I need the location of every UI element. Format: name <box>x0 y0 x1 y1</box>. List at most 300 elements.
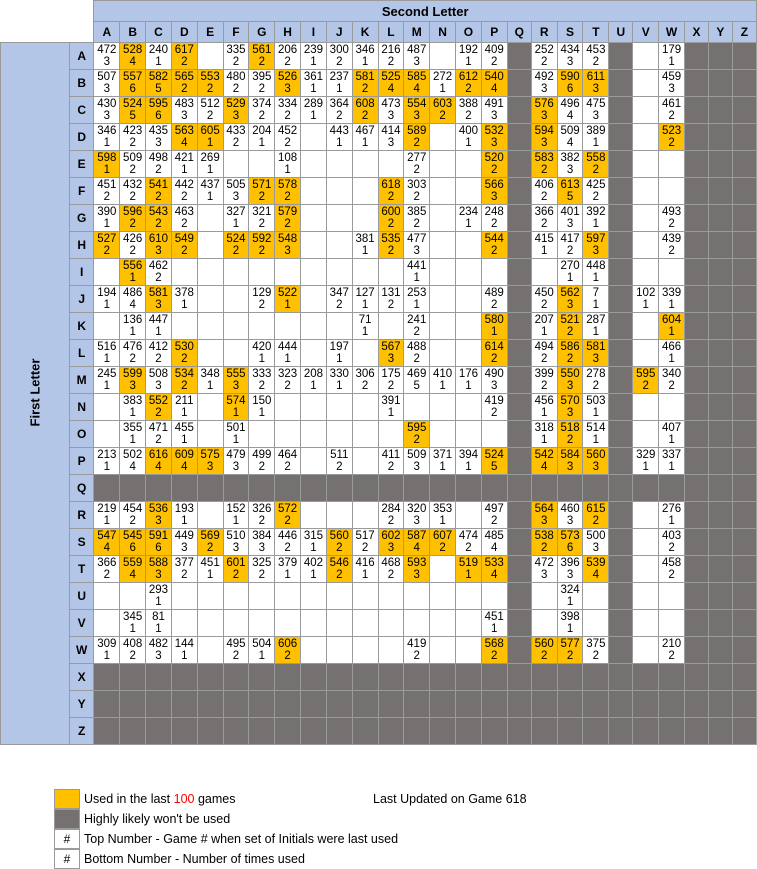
last-game-number: 477 <box>407 232 427 245</box>
cell-bl <box>378 69 404 96</box>
cell-oq <box>507 420 531 447</box>
row-header-s: S <box>69 528 94 555</box>
cell-ks <box>557 312 583 339</box>
cell-pt <box>583 447 609 474</box>
last-game-number: 581 <box>148 286 169 299</box>
last-game-number: 412 <box>148 340 169 353</box>
times-used-count: 2 <box>361 82 369 95</box>
grid-row-e <box>1 150 757 177</box>
times-used-count: 3 <box>541 514 548 527</box>
last-game-number: 594 <box>534 124 554 137</box>
last-game-number: 239 <box>303 43 324 56</box>
cell-xe <box>197 663 223 690</box>
cell-zg <box>249 717 275 744</box>
cell-hh <box>275 231 301 258</box>
cell-xy <box>708 663 732 690</box>
last-game-number: 615 <box>586 502 606 515</box>
cell-qk <box>352 474 378 501</box>
times-used-count: 3 <box>284 244 291 257</box>
last-game-number: 448 <box>586 259 606 272</box>
times-used-count: 3 <box>387 541 395 554</box>
cell-td <box>171 555 197 582</box>
times-used-count: 1 <box>642 298 649 311</box>
cell-jx <box>685 285 709 312</box>
cell-ov <box>633 420 659 447</box>
times-used-count: 1 <box>439 379 446 392</box>
cell-sg <box>249 528 275 555</box>
cell-ri <box>301 501 327 528</box>
cell-hk <box>352 231 378 258</box>
cell-uq <box>507 582 531 609</box>
cell-jz <box>732 285 756 312</box>
times-used-count: 1 <box>439 514 446 527</box>
cell-fj <box>326 177 352 204</box>
cell-af <box>223 42 249 69</box>
last-game-number: 553 <box>200 70 220 83</box>
last-updated-label: Last Updated on Game 618 <box>373 792 527 806</box>
cell-ez <box>732 150 756 177</box>
column-header-k: K <box>352 22 378 43</box>
last-game-number: 346 <box>355 43 375 56</box>
last-game-number: 503 <box>586 394 606 407</box>
last-game-number: 321 <box>252 205 272 218</box>
cell-rt <box>583 501 609 528</box>
cell-lk <box>352 339 378 366</box>
cell-lm <box>404 339 430 366</box>
cell-pp <box>481 447 507 474</box>
times-used-count: 4 <box>491 541 498 554</box>
times-used-count: 2 <box>155 190 162 203</box>
last-game-number: 323 <box>278 367 298 380</box>
cell-yt <box>583 690 609 717</box>
last-game-number: 383 <box>123 394 143 407</box>
times-used-count: 1 <box>668 352 675 365</box>
cell-eu <box>609 150 633 177</box>
cell-fq <box>507 177 531 204</box>
times-used-count: 1 <box>129 433 136 446</box>
cell-ae <box>197 42 223 69</box>
grid-row-c <box>1 96 757 123</box>
last-game-number: 377 <box>174 556 194 569</box>
times-used-count: 4 <box>129 568 136 581</box>
times-used-count: 3 <box>668 82 675 95</box>
cell-qe <box>197 474 223 501</box>
column-header-d: D <box>171 22 197 43</box>
times-used-count: 3 <box>566 514 574 527</box>
times-used-count: 1 <box>206 136 214 149</box>
column-header-a: A <box>94 22 120 43</box>
cell-gt <box>583 204 609 231</box>
cell-kg <box>249 312 275 339</box>
times-used-count: 3 <box>232 379 240 392</box>
times-used-count: 1 <box>439 460 446 473</box>
last-game-number: 574 <box>226 394 246 407</box>
times-used-count: 1 <box>465 379 472 392</box>
times-used-count: 2 <box>258 109 265 122</box>
cell-zb <box>120 717 146 744</box>
times-used-count: 2 <box>668 244 675 257</box>
first-letter-title-text: First Letter <box>27 358 43 427</box>
cell-qw <box>659 474 685 501</box>
last-game-number: 439 <box>661 232 682 245</box>
cell-qi <box>301 474 327 501</box>
cell-je <box>197 285 223 312</box>
cell-im <box>404 258 430 285</box>
cell-ha <box>94 231 120 258</box>
last-game-number: 378 <box>174 286 194 299</box>
cell-jk <box>352 285 378 312</box>
times-used-count: 3 <box>206 460 214 473</box>
last-game-number: 469 <box>407 367 427 380</box>
cell-se <box>197 528 223 555</box>
times-used-count: 4 <box>566 109 574 122</box>
last-game-number: 557 <box>123 70 143 83</box>
times-used-count: 2 <box>103 244 111 257</box>
cell-rw <box>659 501 685 528</box>
cell-bs <box>557 69 583 96</box>
cell-xc <box>146 663 172 690</box>
last-game-number: 366 <box>534 205 554 218</box>
last-game-number: 607 <box>432 529 453 542</box>
cell-fr <box>531 177 557 204</box>
cell-ep <box>481 150 507 177</box>
last-game-number: 419 <box>407 637 427 650</box>
last-game-number: 108 <box>278 151 298 164</box>
cell-vn <box>430 609 456 636</box>
last-game-number: 560 <box>586 448 606 461</box>
cell-pn <box>430 447 456 474</box>
last-game-number: 204 <box>252 124 272 137</box>
last-game-number: 606 <box>278 637 298 650</box>
last-game-number: 197 <box>329 340 349 353</box>
last-game-number: 558 <box>586 151 606 164</box>
cell-ay <box>708 42 732 69</box>
cell-qb <box>120 474 146 501</box>
cell-cf <box>223 96 249 123</box>
cell-qr <box>531 474 557 501</box>
cell-ew <box>659 150 685 177</box>
cell-wb <box>120 636 146 663</box>
cell-kn <box>430 312 456 339</box>
cell-lu <box>609 339 633 366</box>
legend-unused <box>54 809 230 829</box>
times-used-count: 1 <box>668 325 675 338</box>
times-used-count: 1 <box>642 460 649 473</box>
times-used-count: 2 <box>284 379 291 392</box>
column-header-h: H <box>275 22 301 43</box>
times-used-count: 1 <box>310 109 317 122</box>
times-used-count: 5 <box>491 460 498 473</box>
cell-va <box>94 609 120 636</box>
last-game-number: 534 <box>174 367 194 380</box>
cell-fm <box>404 177 430 204</box>
cell-up <box>481 582 507 609</box>
cell-pc <box>146 447 172 474</box>
cell-ru <box>609 501 633 528</box>
last-game-number: 452 <box>278 124 298 137</box>
last-game-number: 337 <box>661 448 682 461</box>
times-used-count: 1 <box>103 217 111 230</box>
times-used-count: 1 <box>310 541 317 554</box>
cell-vg <box>249 609 275 636</box>
last-game-number: 499 <box>252 448 272 461</box>
cell-nl <box>378 393 404 420</box>
cell-bj <box>326 69 352 96</box>
last-game-number: 334 <box>278 97 298 110</box>
last-game-number: 587 <box>407 529 427 542</box>
last-game-number: 540 <box>484 70 504 83</box>
cell-vt <box>583 609 609 636</box>
row-header-m: M <box>69 366 94 393</box>
cell-ct <box>583 96 609 123</box>
last-game-number: 527 <box>97 232 117 245</box>
cell-qp <box>481 474 507 501</box>
last-game-number: 596 <box>123 205 143 218</box>
row-header-e: E <box>69 150 94 177</box>
cell-vd <box>171 609 197 636</box>
cell-sq <box>507 528 531 555</box>
times-used-count: 5 <box>566 190 574 203</box>
times-used-count: 2 <box>129 649 136 662</box>
cell-bd <box>171 69 197 96</box>
last-game-number: 394 <box>458 448 478 461</box>
last-game-number: 493 <box>661 205 682 218</box>
last-game-number: 549 <box>174 232 194 245</box>
last-game-number: 562 <box>560 286 580 299</box>
times-used-count: 6 <box>566 541 574 554</box>
last-game-number: 210 <box>661 637 682 650</box>
last-game-number: 276 <box>661 502 682 515</box>
times-used-count: 3 <box>387 109 395 122</box>
cell-zi <box>301 717 327 744</box>
cell-pv <box>633 447 659 474</box>
times-used-count: 2 <box>336 541 343 554</box>
last-game-number: 309 <box>97 637 117 650</box>
cell-rg <box>249 501 275 528</box>
cell-qd <box>171 474 197 501</box>
times-used-count: 2 <box>155 163 162 176</box>
cell-wd <box>171 636 197 663</box>
cell-cz <box>732 96 756 123</box>
cell-uz <box>732 582 756 609</box>
last-game-number: 379 <box>278 556 298 569</box>
cell-jm <box>404 285 430 312</box>
cell-iu <box>609 258 633 285</box>
last-game-number: 179 <box>661 43 682 56</box>
cell-zm <box>404 717 430 744</box>
cell-vv <box>633 609 659 636</box>
cell-vo <box>456 609 482 636</box>
last-game-number: 320 <box>407 502 427 515</box>
cell-xd <box>171 663 197 690</box>
last-game-number: 391 <box>381 394 401 407</box>
last-game-number: 144 <box>174 637 194 650</box>
cell-cw <box>659 96 685 123</box>
cell-aw <box>659 42 685 69</box>
cell-ug <box>249 582 275 609</box>
times-used-count: 2 <box>206 541 214 554</box>
times-used-count: 2 <box>103 568 111 581</box>
times-used-count: 1 <box>592 271 600 284</box>
cell-hz <box>732 231 756 258</box>
times-used-count: 2 <box>491 163 498 176</box>
grid-row-m <box>1 366 757 393</box>
cell-em <box>404 150 430 177</box>
cell-mx <box>685 366 709 393</box>
cell-zw <box>659 717 685 744</box>
last-game-number: 579 <box>278 205 298 218</box>
cell-in <box>430 258 456 285</box>
cell-xr <box>531 663 557 690</box>
last-game-number: 463 <box>174 205 194 218</box>
cell-za <box>94 717 120 744</box>
cell-bi <box>301 69 327 96</box>
cell-kw <box>659 312 685 339</box>
cell-re <box>197 501 223 528</box>
times-used-count: 4 <box>103 541 111 554</box>
cell-en <box>430 150 456 177</box>
grid-row-j <box>1 285 757 312</box>
cell-an <box>430 42 456 69</box>
last-game-number: 252 <box>534 43 554 56</box>
cell-wc <box>146 636 172 663</box>
cell-ke <box>197 312 223 339</box>
last-game-number: 432 <box>123 178 143 191</box>
cell-cv <box>633 96 659 123</box>
cell-rn <box>430 501 456 528</box>
times-used-count: 3 <box>155 649 162 662</box>
cell-vz <box>732 609 756 636</box>
times-used-count: 1 <box>129 271 136 284</box>
times-used-count: 1 <box>103 460 111 473</box>
cell-ze <box>197 717 223 744</box>
cell-as <box>557 42 583 69</box>
last-game-number: 423 <box>123 124 143 137</box>
cell-ab <box>120 42 146 69</box>
cell-av <box>633 42 659 69</box>
cell-me <box>197 366 223 393</box>
cell-mk <box>352 366 378 393</box>
cell-nn <box>430 393 456 420</box>
cell-dq <box>507 123 531 150</box>
times-used-count: 1 <box>181 163 188 176</box>
times-used-count: 2 <box>668 217 675 230</box>
cell-pl <box>378 447 404 474</box>
last-game-number: 500 <box>586 529 606 542</box>
cell-tp <box>481 555 507 582</box>
last-game-number: 591 <box>148 529 169 542</box>
cell-os <box>557 420 583 447</box>
last-game-number: 568 <box>484 637 504 650</box>
row-header-i: I <box>69 258 94 285</box>
cell-wt <box>583 636 609 663</box>
times-used-count: 3 <box>413 109 420 122</box>
last-game-number: 406 <box>534 178 554 191</box>
times-used-count: 1 <box>439 82 446 95</box>
grid-row-x <box>1 663 757 690</box>
last-game-number: 347 <box>329 286 349 299</box>
cell-io <box>456 258 482 285</box>
times-used-count: 2 <box>413 217 420 230</box>
cell-fo <box>456 177 482 204</box>
last-game-number: 408 <box>123 637 143 650</box>
cell-qu <box>609 474 633 501</box>
cell-yf <box>223 690 249 717</box>
cell-lv <box>633 339 659 366</box>
last-game-number: 520 <box>484 151 504 164</box>
cell-dm <box>404 123 430 150</box>
times-used-count: 2 <box>413 325 420 338</box>
cell-yx <box>685 690 709 717</box>
cell-nr <box>531 393 557 420</box>
cell-uw <box>659 582 685 609</box>
cell-dr <box>531 123 557 150</box>
row-header-n: N <box>69 393 94 420</box>
cell-qa <box>94 474 120 501</box>
last-game-number: 375 <box>586 637 606 650</box>
times-used-count: 3 <box>232 109 240 122</box>
last-game-number: 355 <box>123 421 143 434</box>
cell-zj <box>326 717 352 744</box>
cell-dh <box>275 123 301 150</box>
last-game-number: 127 <box>355 286 375 299</box>
times-used-count: 2 <box>668 568 675 581</box>
cell-zo <box>456 717 482 744</box>
cell-sz <box>732 528 756 555</box>
cell-ua <box>94 582 120 609</box>
cell-uo <box>456 582 482 609</box>
cell-nj <box>326 393 352 420</box>
cell-ag <box>249 42 275 69</box>
times-used-count: 1 <box>668 298 675 311</box>
cell-uf <box>223 582 249 609</box>
cell-jt <box>583 285 609 312</box>
times-used-count: 1 <box>232 217 240 230</box>
cell-fs <box>557 177 583 204</box>
cell-tt <box>583 555 609 582</box>
cell-nv <box>633 393 659 420</box>
cell-al <box>378 42 404 69</box>
grid-row-z <box>1 717 757 744</box>
last-game-number: 193 <box>174 502 194 515</box>
cell-nb <box>120 393 146 420</box>
cell-pe <box>197 447 223 474</box>
cell-jy <box>708 285 732 312</box>
times-used-count: 2 <box>181 82 188 95</box>
times-used-count: 2 <box>387 460 395 473</box>
last-game-number: 175 <box>381 367 401 380</box>
times-used-count: 2 <box>129 514 136 527</box>
grid-row-q <box>1 474 757 501</box>
cell-dc <box>146 123 172 150</box>
legend-bottom-number <box>54 849 305 869</box>
last-game-number: 504 <box>252 637 272 650</box>
times-used-count: 2 <box>387 55 395 68</box>
cell-rj <box>326 501 352 528</box>
last-game-number: 565 <box>174 70 194 83</box>
times-used-count: 2 <box>439 541 446 554</box>
cell-ia <box>94 258 120 285</box>
cell-ac <box>146 42 172 69</box>
times-used-count: 3 <box>566 298 574 311</box>
cell-kp <box>481 312 507 339</box>
times-used-count: 1 <box>155 595 162 608</box>
times-used-count: 1 <box>592 406 600 419</box>
times-used-count: 5 <box>413 379 420 392</box>
cell-gp <box>481 204 507 231</box>
cell-fc <box>146 177 172 204</box>
times-used-count: 1 <box>465 55 472 68</box>
